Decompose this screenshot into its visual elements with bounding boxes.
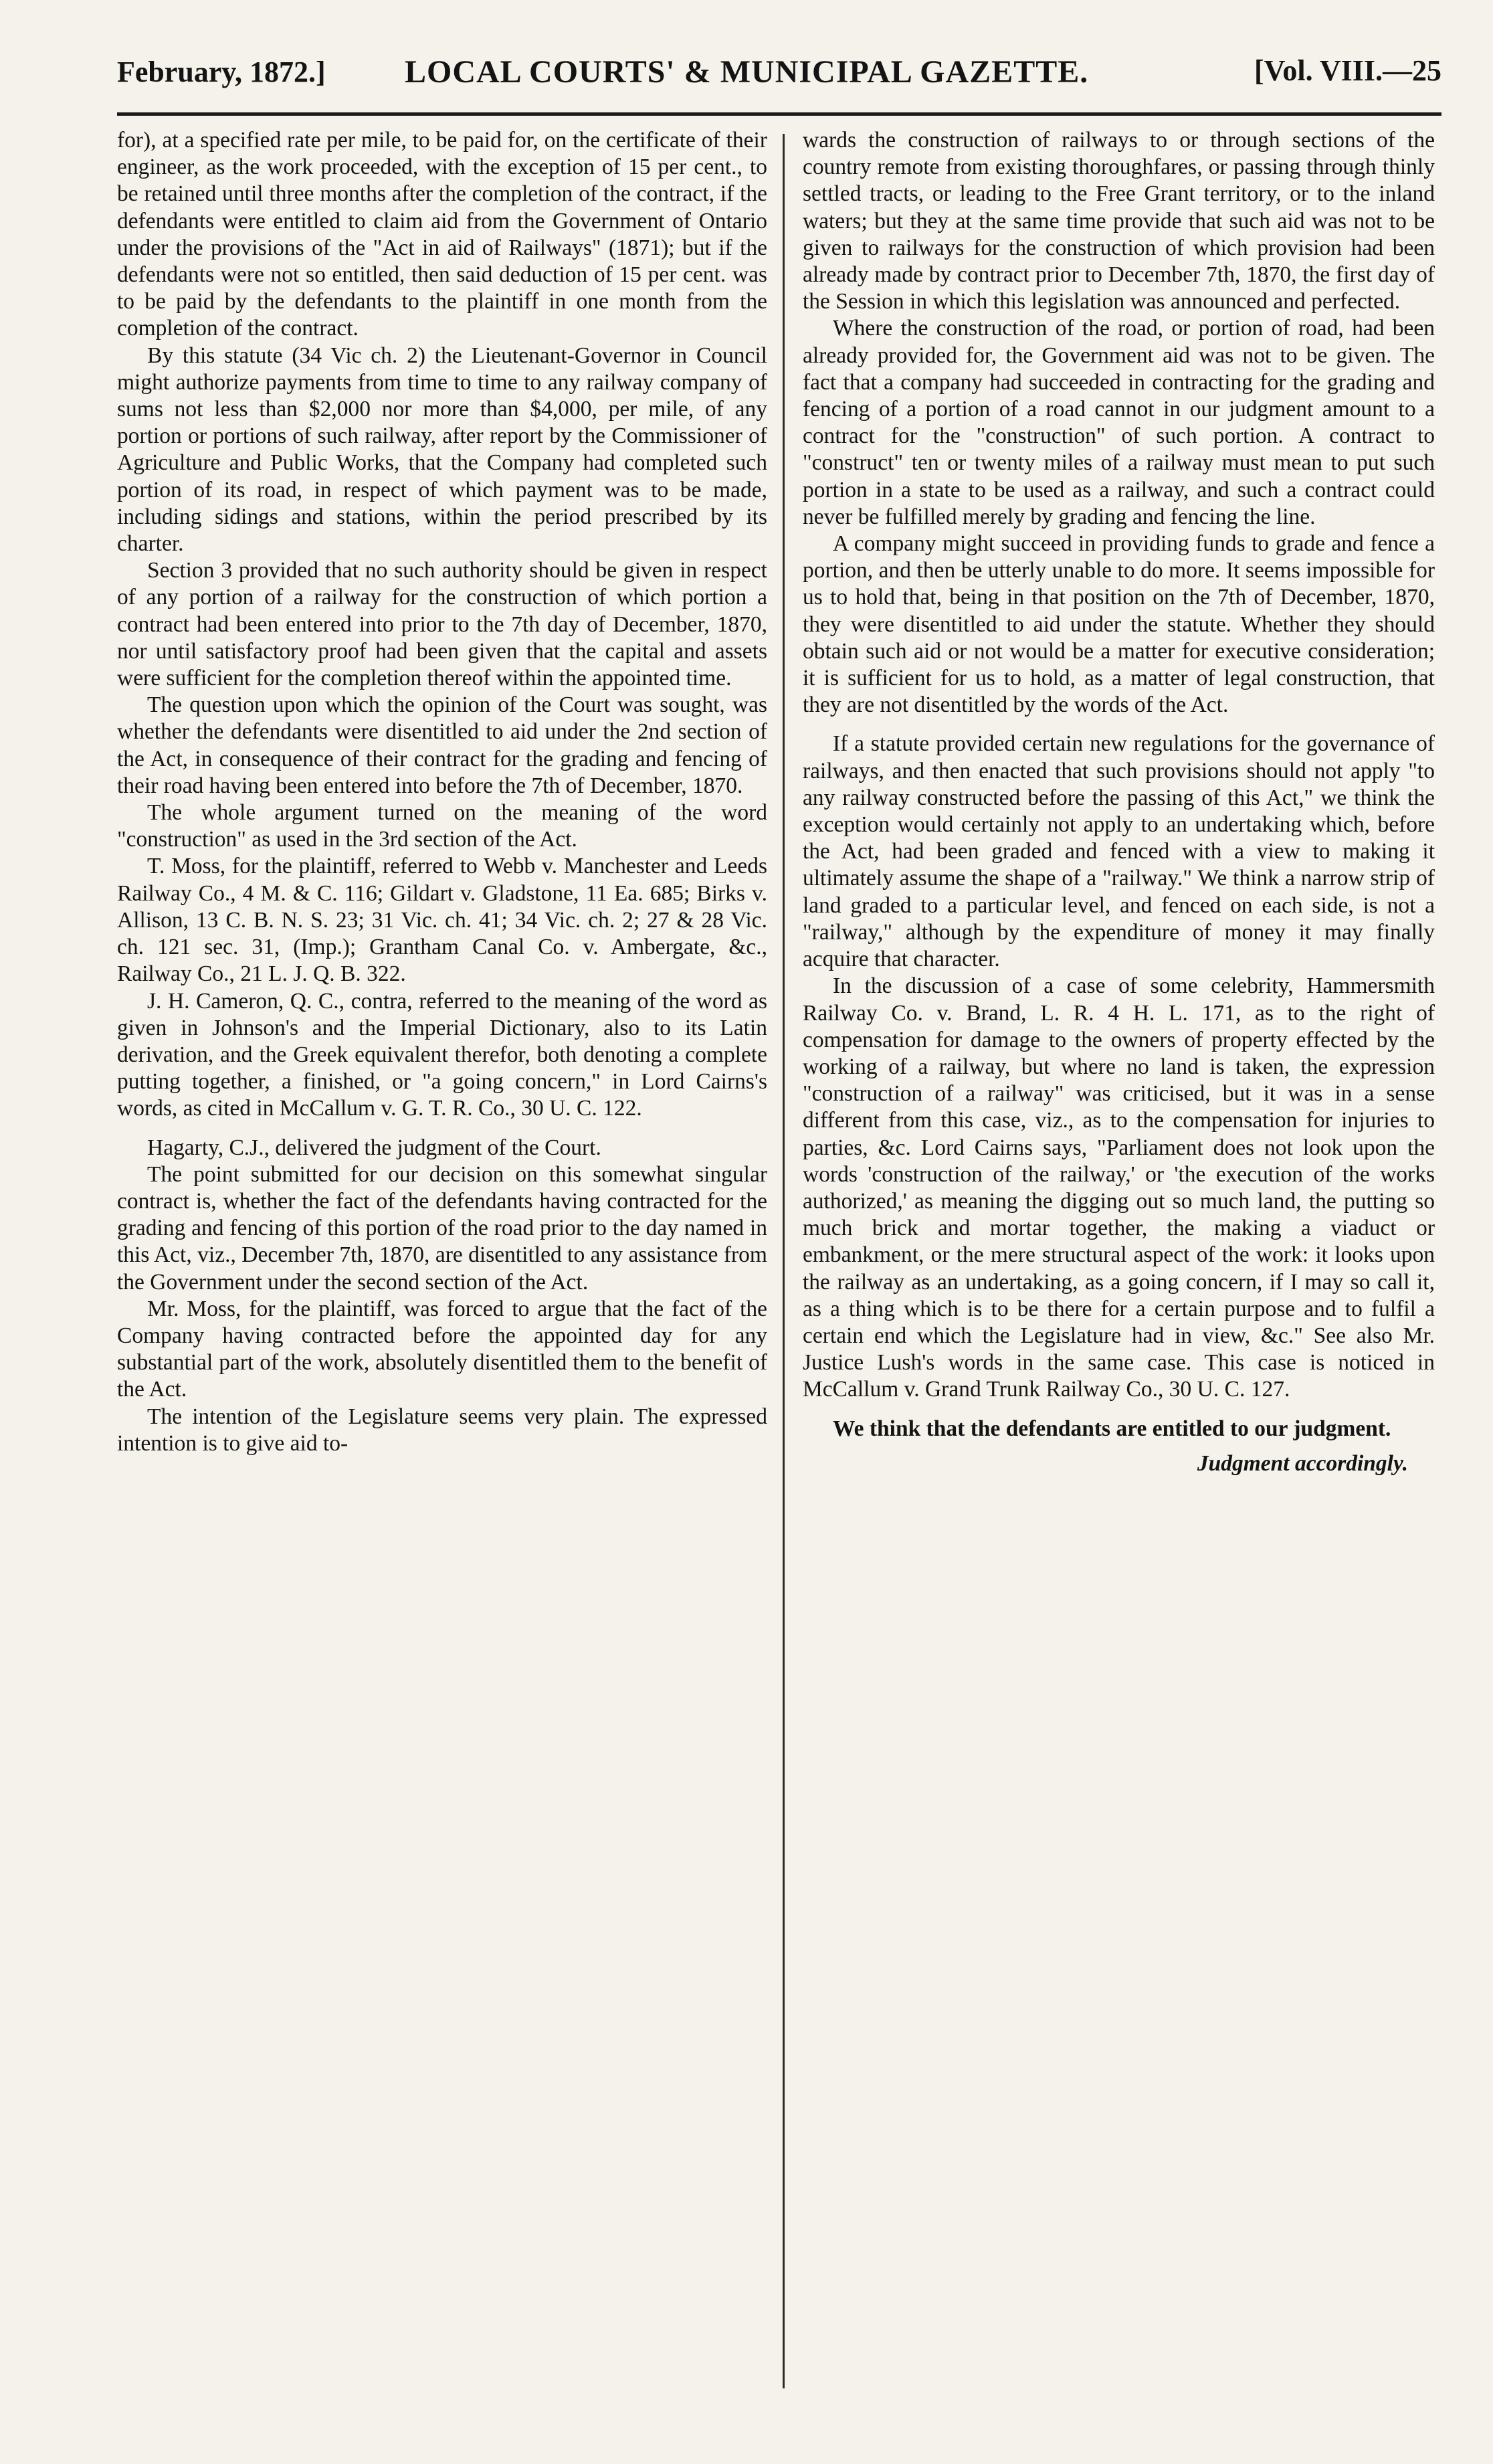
judgment-line: Judgment accordingly. (1197, 1450, 1408, 1476)
paragraph-statute-regulations: If a statute provided certain new regulations for the governance of railways, and then enacted that such provisions should not apply "to any railway constructed before the passing of this Act," we think the exception would certainly not apply to an undertaking which, before the Act, had been graded and fenced with a view to making it ultimately assume the shape of a "railway." We think a narrow strip of land graded to a particular level, and fenced on each side, is not a "railway," although by the expenditure of money it may finally acquire that character. (803, 731, 1435, 972)
paragraph-company-funds: A company might succeed in providing funds to grade and fence a portion, and then be utterly unable to do more. It seems impossible for us to hold that, being in that position on the 7th of December, 1870, they were disentitled to aid under the statute. Whether they should obtain such aid or not would be a matter for executive consideration; it is sufficient for us to hold, as a matter of legal construction, that they are not disentitled by the words of the Act. (803, 531, 1435, 718)
paragraph-aid-continued: wards the construction of railways to or through sections of the country remote from existing thoroughfares, or passing through thinly settled tracts, or leading to the Free Grant territory, or to the inland waters; but they at the same time provide that such aid was not to be given to railways for the construction of which provision had been already made by contract prior to December 7th, 1870, the first day of the Session in which this legislation was announced and perfected. (803, 128, 1435, 314)
paragraph-construction-provided: Where the construction of the road, or portion of road, had been already provided for, the Government aid was not to be given. The fact that a company had succeeded in contracting for the grading and fencing of a portion of a road cannot in our judgment amount to a contract for the "construction" of such portion. A contract to "construct" ten or twenty miles of a railway must mean to put such portion in a state to be used as a railway, and such a contract could never be fulfilled merely by grading and fencing the line. (803, 316, 1435, 529)
paragraph-hagarty: Hagarty, C.J., delivered the judgment of the Court. (147, 1135, 601, 1160)
paragraph-moss-citations: T. Moss, for the plaintiff, referred to Webb v. Manchester and Leeds Railway Co., 4 M. & C. 116; Gildart v. Gladstone, 11 Ea. 685; Birks v. Allison, 13 C. B. N. S. 23; 31 Vic. ch. 41; 34 Vic. ch. 2; 27 & 28 Vic. ch. 121 sec. 31, (Imp.); Grantham Canal Co. v. Ambergate, &c., Railway Co., 21 L. J. Q. B. 322. (117, 854, 767, 987)
column-divider (783, 134, 785, 2388)
paragraph-point-submitted: The point submitted for our decision on this somewhat singular contract is, whether the fact of the defendants having contracted for the grading and fencing of this portion of the road prior to the day named in this Act, viz., December 7th, 1870, are disentitled to any assistance from the Government under the second section of the Act. (117, 1161, 767, 1295)
paragraph-contract-terms: for), at a specified rate per mile, to be paid for, on the certificate of their engineer, as the work proceeded, with the exception of 15 per cent., to be retained until three months after the completion of the contract, if the defendants were entitled to claim aid from the Government of Ontario under the provisions of the "Act in aid of Railways" (1871); but if the defendants were not so entitled, then said deduction of 15 per cent. was to be paid by the defendants to the plaintiff in one month from the completion of the contract. (117, 128, 767, 341)
paragraph-question: The question upon which the opinion of the Court was sought, was whether the defendants were disentitled to aid under the 2nd section of the Act, in consequence of their contract for the grading and fencing of their road having been entered into before the 7th of December, 1870. (117, 692, 767, 798)
header-date: February, 1872.] (117, 56, 326, 88)
paragraph-conclusion: We think that the defendants are entitled to our judgment. (833, 1416, 1391, 1441)
header-rule (117, 112, 1441, 116)
paragraph-intention: The intention of the Legislature seems very plain. The expressed intention is to give aid to- (117, 1404, 767, 1456)
header-title: LOCAL COURTS' & MUNICIPAL GAZETTE. (405, 54, 1089, 90)
right-column (803, 127, 1435, 2402)
page-header (117, 41, 1441, 102)
left-column (117, 127, 767, 2402)
paragraph-statute: By this statute (34 Vic ch. 2) the Lieutenant-Governor in Council might authorize payments from time to time to any railway company of sums not less than $2,000 nor more than $4,000, per mile, of any portion or portions of such railway, after report by the Commissioner of Agriculture and Public Works, that the Company had completed such portion of its road, in respect of which payment was to be made, including sidings and stations, within the period prescribed by its charter. (117, 343, 767, 557)
paragraph-cameron: J. H. Cameron, Q. C., contra, referred to the meaning of the word as given in Johnson's and the Imperial Dictionary, also to its Latin derivation, and the Greek equivalent therefor, both denoting a complete putting together, a finished, or "a going concern," in Lord Cairns's words, as cited in McCallum v. G. T. R. Co., 30 U. C. 122. (117, 988, 767, 1121)
paragraph-argument: The whole argument turned on the meaning of the word "construction" as used in the 3rd section of the Act. (117, 800, 767, 852)
paragraph-mr-moss: Mr. Moss, for the plaintiff, was forced to argue that the fact of the Company having contracted before the appointed day for any substantial part of the work, absolutely disentitled them to the benefit of the Act. (117, 1296, 767, 1402)
paragraph-hammersmith: In the discussion of a case of some celebrity, Hammersmith Railway Co. v. Brand, L. R. 4 H. L. 171, as to the right of compensation for damage to the owners of property effected by the working of a railway, but where no land is taken, the expression "construction of a railway" was criticised, but it was in a sense different from this case, viz., as to the compensation for injuries to parties, &c. Lord Cairns says, "Parliament does not look upon the words 'construction of the railway,' or 'the execution of the works authorized,' as meaning the digging out so much land, the putting so much brick and mortar together, the making a viaduct or embankment, or the mere structural aspect of the work: it looks upon the railway as an undertaking, as a going concern, if I may so call it, as a thing which is to be there for a certain purpose and to fulfil a certain end which the Legislature had in view, &c." See also Mr. Justice Lush's words in the same case. This case is noticed in McCallum v. Grand Trunk Railway Co., 30 U. C. 127. (803, 973, 1435, 1402)
header-volume: [Vol. VIII.—25 (1254, 54, 1441, 87)
paragraph-section-3: Section 3 provided that no such authority should be given in respect of any portion of a railway for the construction of which portion a contract had been entered into prior to the 7th day of December, 1870, nor until satisfactory proof had been given that the capital and assets were sufficient for the completion thereof within the appointed time. (117, 558, 767, 691)
